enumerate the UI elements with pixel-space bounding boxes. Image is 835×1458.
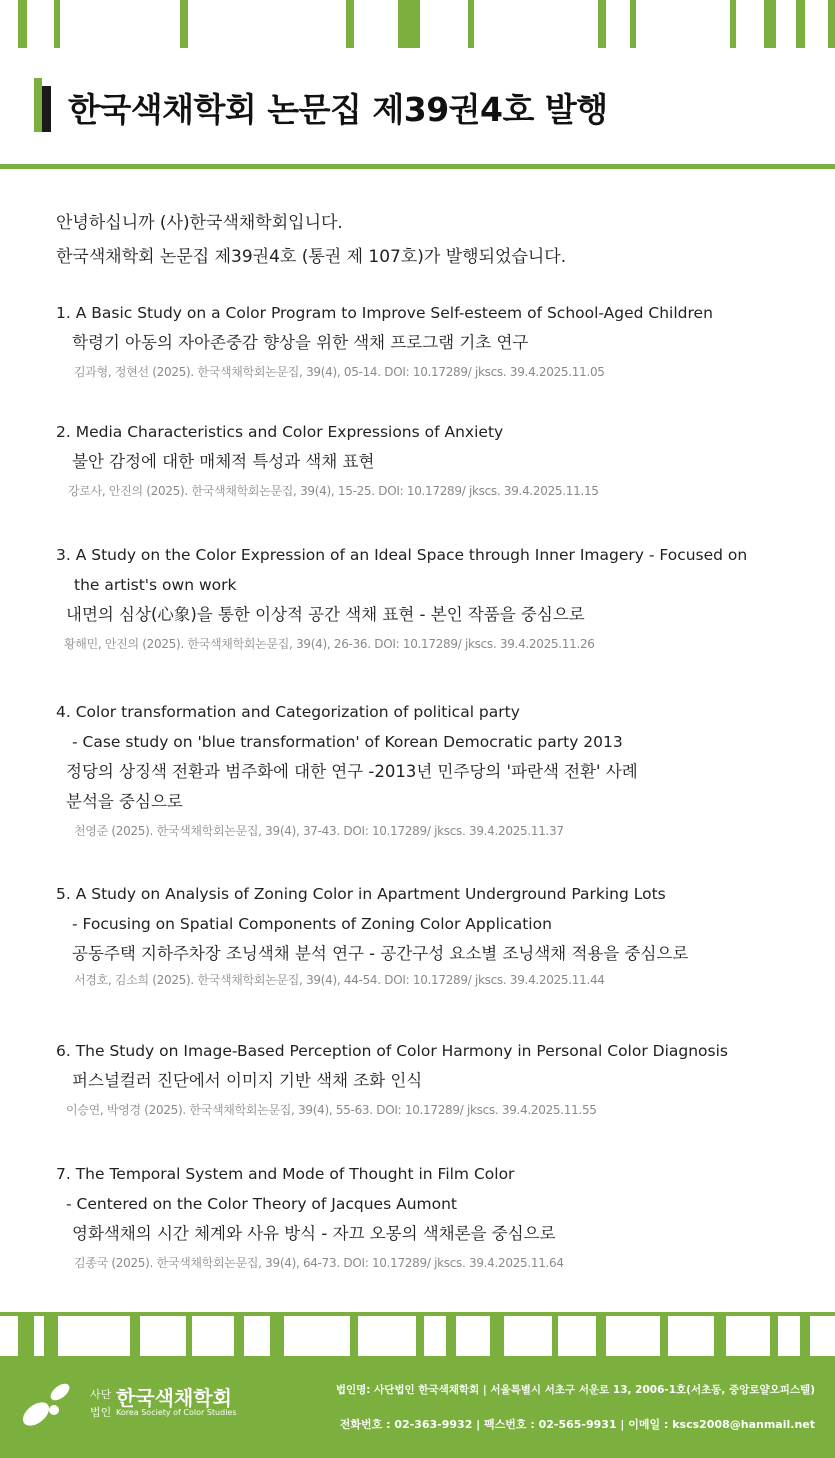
paper-citation: 서경호, 김소희 (2025). 한국색채학회논문집, 39(4), 44-54. DOI: 10.17289/ jkscs. 39.4.2025.11.44 <box>74 973 605 987</box>
decorative-stripe <box>660 1314 668 1356</box>
paper-title-en: 1. A Basic Study on a Color Program to Improve Self-esteem of School-Aged Children <box>56 304 713 322</box>
decorative-stripe <box>18 1314 34 1356</box>
decorative-stripe <box>770 1314 778 1356</box>
page-title: 한국색채학회 논문집 제39권4호 발행 <box>68 90 608 129</box>
paper-title-en: 7. The Temporal System and Mode of Thought in Film Color <box>56 1165 515 1183</box>
header-divider <box>0 164 835 169</box>
paper-title-ko: 정당의 상징색 전환과 범주화에 대한 연구 -2013년 민주당의 '파란색 전환' 사례 <box>66 762 638 781</box>
paper-citation: 천영준 (2025). 한국색채학회논문집, 39(4), 37-43. DOI: 10.17289/ jkscs. 39.4.2025.11.37 <box>74 824 564 838</box>
paper-citation: 강로사, 안진의 (2025). 한국색채학회논문집, 39(4), 15-25. DOI: 10.17289/ jkscs. 39.4.2025.11.15 <box>68 484 599 498</box>
paper-title-ko: 퍼스널컬러 진단에서 이미지 기반 색채 조화 인식 <box>72 1071 423 1090</box>
paper-title-en-cont: the artist's own work <box>74 576 237 594</box>
decorative-stripe <box>234 1314 244 1356</box>
logo-name: 한국색채학회 <box>116 1386 232 1410</box>
footer-stripes <box>0 1314 835 1356</box>
paper-title-en: 6. The Study on Image-Based Perception of Color Harmony in Personal Color Diagnosis <box>56 1042 728 1060</box>
decorative-stripe <box>596 1314 606 1356</box>
decorative-stripe <box>714 1314 726 1356</box>
paper-title-ko-cont: 분석을 중심으로 <box>66 792 183 811</box>
decorative-stripe <box>350 1314 358 1356</box>
paper-title-en: 4. Color transformation and Categorization of political party <box>56 703 520 721</box>
decorative-stripe <box>270 1314 284 1356</box>
paper-citation: 김과형, 정현선 (2025). 한국색채학회논문집, 39(4), 05-14. DOI: 10.17289/ jkscs. 39.4.2025.11.05 <box>74 365 605 379</box>
footer-address: 법인명: 사단법인 한국색채학회 | 서울특별시 서초구 서운로 13, 2006-1호(서초동, 중앙로얄오피스텔) <box>335 1384 815 1396</box>
paper-title-en: 2. Media Characteristics and Color Expressions of Anxiety <box>56 423 504 441</box>
paper-title-en: 3. A Study on the Color Expression of an Ideal Space through Inner Imagery - Focused on <box>56 546 748 564</box>
paper-title-ko: 영화색채의 시간 체계와 사유 방식 - 자끄 오몽의 색채론을 중심으로 <box>72 1224 556 1243</box>
paper-citation: 이승연, 박영경 (2025). 한국색채학회논문집, 39(4), 55-63. DOI: 10.17289/ jkscs. 39.4.2025.11.55 <box>66 1103 597 1117</box>
paper-item-2 <box>56 417 599 505</box>
decorative-stripe <box>796 0 805 48</box>
logo-label-2: 법인 <box>90 1406 112 1419</box>
paper-title-ko: 내면의 심상(心象)을 통한 이상적 공간 색채 표현 - 본인 작품을 중심으로 <box>66 605 585 624</box>
paper-item-3 <box>56 540 747 658</box>
decorative-stripe <box>468 0 474 48</box>
decorative-stripe <box>180 0 188 48</box>
paper-item-6 <box>56 1036 728 1124</box>
intro-line-1: 안녕하십니까 (사)한국색채학회입니다. <box>56 213 343 233</box>
intro-text <box>56 206 566 274</box>
paper-title-en-cont: - Focusing on Spatial Components of Zoning Color Application <box>72 915 552 933</box>
header-stripes <box>0 0 835 48</box>
paper-title-ko: 공동주택 지하주차장 조닝색채 분석 연구 - 공간구성 요소별 조닝색채 적용을 중심으로 <box>72 944 689 963</box>
decorative-stripe <box>398 0 420 48</box>
paper-item-4 <box>56 697 638 845</box>
paper-item-7 <box>56 1159 564 1277</box>
decorative-stripe <box>828 0 835 48</box>
footer-contact: 전화번호 : 02-363-9932 | 팩스번호 : 02-565-9931 | 이메일 : kscs2008@hanmail.net <box>339 1418 815 1431</box>
logo-english-name: Korea Society of Color Studies <box>116 1408 237 1417</box>
decorative-stripe <box>54 0 60 48</box>
page-title-block <box>34 78 814 134</box>
title-dark-bar <box>42 86 51 132</box>
decorative-stripe <box>18 0 27 48</box>
society-logo-icon <box>16 1376 80 1432</box>
decorative-stripe <box>416 1314 424 1356</box>
paper-item-5 <box>56 879 688 991</box>
paper-citation: 황해민, 안진의 (2025). 한국색채학회논문집, 39(4), 26-36. DOI: 10.17289/ jkscs. 39.4.2025.11.26 <box>64 637 595 651</box>
decorative-stripe <box>44 1314 58 1356</box>
footer <box>0 1356 835 1458</box>
paper-item-1 <box>56 298 713 386</box>
paper-title-en: 5. A Study on Analysis of Zoning Color in Apartment Underground Parking Lots <box>56 885 666 903</box>
decorative-stripe <box>490 1314 504 1356</box>
decorative-stripe <box>598 0 606 48</box>
decorative-stripe <box>346 0 354 48</box>
paper-citation: 김종국 (2025). 한국색채학회논문집, 39(4), 64-73. DOI: 10.17289/ jkscs. 39.4.2025.11.64 <box>74 1256 564 1270</box>
decorative-stripe <box>730 0 736 48</box>
decorative-stripe <box>800 1314 810 1356</box>
paper-title-ko: 학령기 아동의 자아존중감 향상을 위한 색채 프로그램 기초 연구 <box>72 333 529 352</box>
paper-title-en-cont: - Centered on the Color Theory of Jacques Aumont <box>66 1195 457 1213</box>
logo-label-1: 사단 <box>90 1388 112 1401</box>
decorative-stripe <box>186 1314 192 1356</box>
title-accent-bar <box>34 78 42 132</box>
decorative-stripe <box>130 1314 140 1356</box>
decorative-stripe <box>446 1314 456 1356</box>
paper-title-ko: 불안 감정에 대한 매체적 특성과 색채 표현 <box>72 452 375 471</box>
decorative-stripe <box>552 1314 558 1356</box>
decorative-stripe <box>764 0 776 48</box>
paper-title-en-cont: - Case study on 'blue transformation' of Korean Democratic party 2013 <box>72 733 623 751</box>
decorative-stripe <box>630 0 636 48</box>
intro-line-2: 한국색채학회 논문집 제39권4호 (통권 제 107호)가 발행되었습니다. <box>56 247 567 267</box>
